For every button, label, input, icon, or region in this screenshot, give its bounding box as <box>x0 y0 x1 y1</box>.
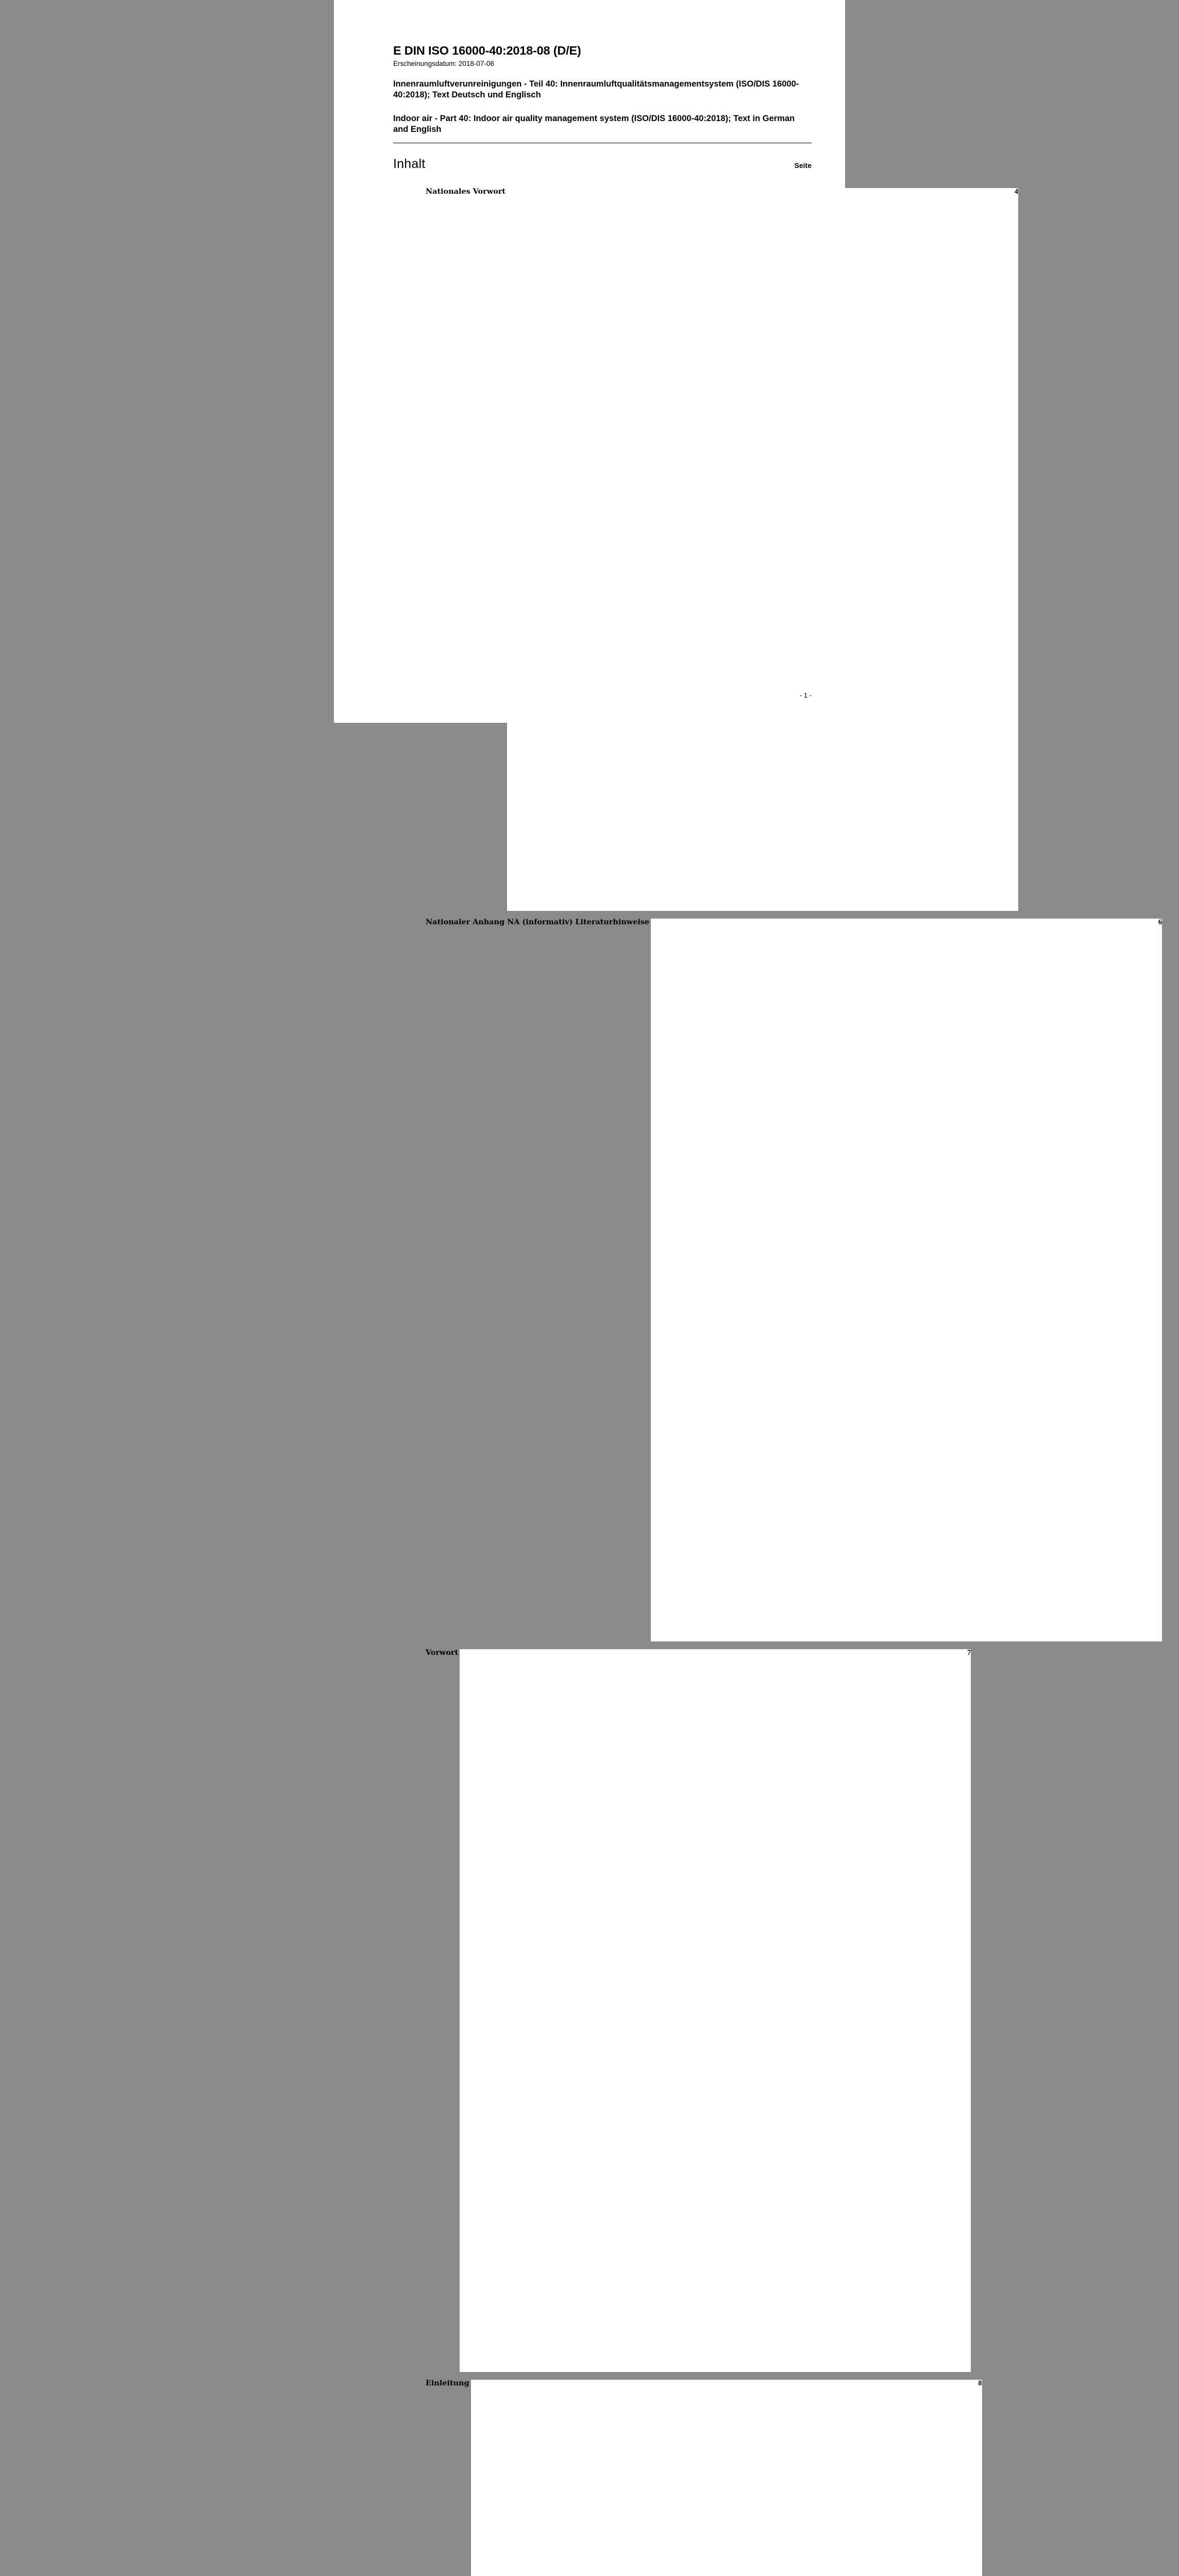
toc-entry-label: Einleitung <box>426 2378 469 2387</box>
toc-entry-label: Vorwort <box>426 1648 459 1657</box>
page-content <box>393 44 1163 2576</box>
publication-date: Erscheinungsdatum: 2018-07-06 <box>393 60 494 68</box>
toc-entry[interactable] <box>393 917 1163 1642</box>
toc-title: Inhalt <box>393 156 426 171</box>
toc-group-spacer <box>393 2373 812 2379</box>
toc-group-spacer <box>393 1642 812 1648</box>
table-of-contents <box>393 187 1163 2576</box>
toc-entry-label: Nationales Vorwort <box>426 187 506 196</box>
toc-entry[interactable] <box>393 2378 982 2576</box>
toc-entry[interactable] <box>393 1648 971 2373</box>
toc-entry-page: 4 <box>507 188 1018 911</box>
toc-entry-page: 8 <box>471 2380 982 2576</box>
toc-group-spacer <box>393 912 812 918</box>
document-number: E DIN ISO 16000-40:2018-08 (D/E) <box>393 44 581 57</box>
title-english: Indoor air - Part 40: Indoor air quality management system (ISO/DIS 16000-40:2018); Text in German and English <box>393 113 795 134</box>
document-page <box>334 0 1163 2387</box>
toc-entry-page: 6 <box>651 919 1162 1641</box>
toc-header <box>393 157 812 172</box>
title-german: Innenraumluftverunreinigungen - Teil 40: Innenraumluftqualitätsmanagementsystem (ISO/DIS 16000-40:2018); Text Deutsch und Englisch <box>393 79 799 100</box>
toc-entry-page: 7 <box>460 1649 971 2372</box>
footer-page-number: - 1 - <box>799 691 812 699</box>
toc-entry-label: Nationaler Anhang NA (informativ) Literaturhinweise <box>426 917 650 926</box>
toc-entry[interactable] <box>393 187 1018 912</box>
toc-page-column-header: Seite <box>794 161 812 170</box>
